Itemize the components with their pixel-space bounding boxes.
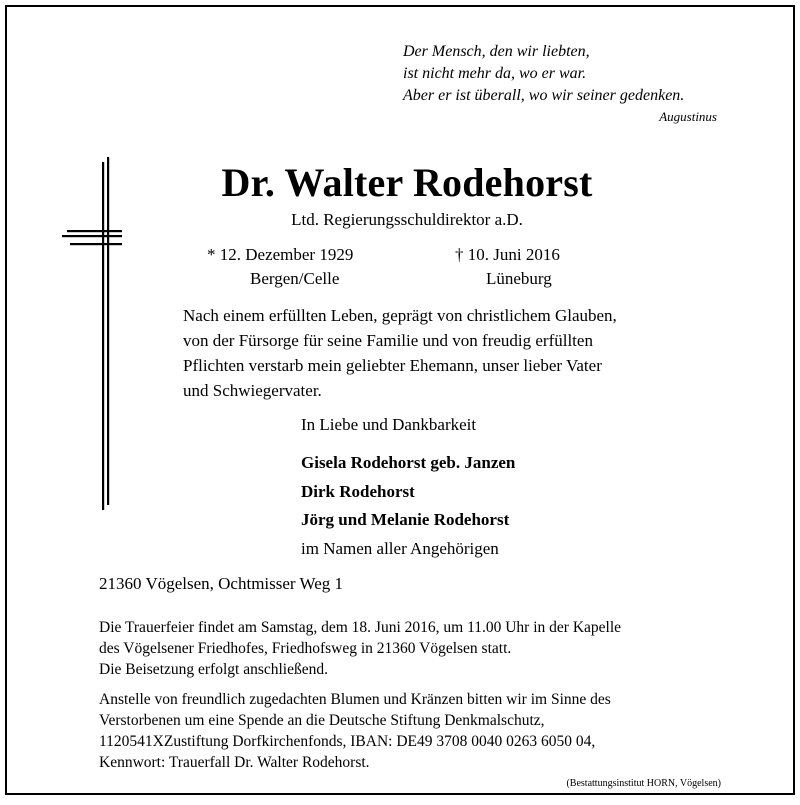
birth-place: Bergen/Celle — [250, 269, 340, 288]
deceased-name: Dr. Walter Rodehorst — [221, 160, 593, 205]
bio-line: Nach einem erfüllten Leben, geprägt von christlichem Glauben, — [183, 306, 617, 325]
bio-line: von der Fürsorge für seine Familie und von freudig erfüllten — [183, 331, 593, 350]
ceremony-line: Die Beisetzung erfolgt anschließend. — [99, 661, 328, 678]
donation-line: Kennwort: Trauerfall Dr. Walter Rodehorst. — [99, 754, 370, 771]
biography-text — [183, 303, 743, 403]
obituary-notice — [5, 5, 795, 795]
funeral-home-credit: (Bestattungsinstitut HORN, Vögelsen) — [566, 778, 721, 789]
bio-line: und Schwiegervater. — [183, 381, 322, 400]
quote-line: ist nicht mehr da, wo er war. — [403, 65, 587, 82]
family-address: 21360 Vögelsen, Ochtmisser Weg 1 — [99, 574, 344, 593]
ceremony-line: des Vögelsener Friedhofes, Friedhofsweg in 21360 Vögelsen statt. — [99, 640, 512, 657]
deceased-title: Ltd. Regierungsschuldirektor a.D. — [291, 210, 523, 229]
quote-author: Augustinus — [659, 109, 717, 124]
mourner-name: Jörg und Melanie Rodehorst — [301, 510, 510, 529]
mourner-name: Gisela Rodehorst geb. Janzen — [301, 453, 516, 472]
bio-line: Pflichten verstarb mein geliebter Ehemann, unser lieber Vater — [183, 356, 602, 375]
quote-line: Der Mensch, den wir liebten, — [403, 43, 590, 60]
thanks-line: In Liebe und Dankbarkeit — [301, 415, 477, 434]
donation-line: Anstelle von freundlich zugedachten Blumen und Kränzen bitten wir im Sinne des — [99, 691, 611, 708]
memorial-quote — [403, 41, 684, 107]
birth-info — [207, 243, 353, 291]
mourner-name: Dirk Rodehorst — [301, 481, 415, 501]
quote-line: Aber er ist überall, wo wir seiner gedenken. — [403, 87, 685, 104]
ceremony-line: Die Trauerfeier findet am Samstag, dem 18. Juni 2016, um 11.00 Uhr in der Kapelle — [99, 619, 622, 636]
ceremony-info — [99, 617, 749, 680]
death-date: † 10. Juni 2016 — [455, 245, 560, 264]
donation-info — [99, 689, 749, 773]
birth-date: * 12. Dezember 1929 — [207, 245, 354, 264]
donation-line: 1120541XZustiftung Dorfkirchenfonds, IBAN: DE49 3708 0040 0263 6050 04, — [99, 733, 596, 750]
donation-line: Verstorbenen um eine Spende an die Deutsche Stiftung Denkmalschutz, — [99, 712, 545, 729]
mourners-list — [301, 449, 515, 563]
mourners-note: im Namen aller Angehörigen — [301, 538, 499, 558]
death-info — [455, 243, 560, 291]
death-place: Lüneburg — [486, 269, 552, 288]
